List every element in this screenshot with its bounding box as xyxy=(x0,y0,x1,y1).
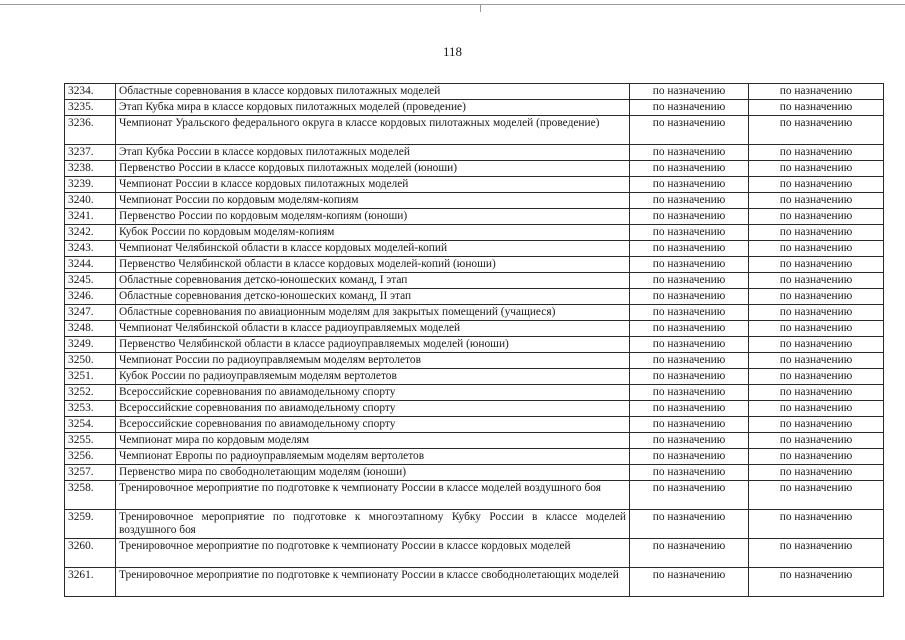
table-row xyxy=(65,241,884,257)
row-number: 3252. xyxy=(65,385,116,401)
participants-cell: по назначению xyxy=(749,145,884,161)
row-number: 3236. xyxy=(65,116,116,145)
participants-cell: по назначению xyxy=(749,225,884,241)
table-row xyxy=(65,449,884,465)
participants-cell: по назначению xyxy=(749,257,884,273)
table-row xyxy=(65,257,884,273)
table-row xyxy=(65,465,884,481)
event-name: Всероссийские соревнования по авиамодельному спорту xyxy=(116,417,630,433)
row-number: 3241. xyxy=(65,209,116,225)
event-name: Областные соревнования по авиационным моделям для закрытых помещений (учащиеся) xyxy=(116,305,630,321)
page-number: 118 xyxy=(442,44,463,59)
row-number: 3235. xyxy=(65,100,116,116)
table-row xyxy=(65,289,884,305)
participants-cell: по назначению xyxy=(749,539,884,568)
event-name: Чемпионат Челябинской области в классе кордовых моделей-копий xyxy=(116,241,630,257)
participants-cell: по назначению xyxy=(749,273,884,289)
funding-cell: по назначению xyxy=(630,369,749,385)
participants-cell: по назначению xyxy=(749,305,884,321)
row-number: 3254. xyxy=(65,417,116,433)
participants-cell: по назначению xyxy=(749,568,884,597)
row-number: 3234. xyxy=(65,84,116,100)
table-row xyxy=(65,116,884,145)
event-name: Этап Кубка России в классе кордовых пилотажных моделей xyxy=(116,145,630,161)
table-row xyxy=(65,568,884,597)
table-row xyxy=(65,337,884,353)
table-row xyxy=(65,305,884,321)
row-number: 3239. xyxy=(65,177,116,193)
table-row xyxy=(65,161,884,177)
event-name: Областные соревнования детско-юношеских команд, I этап xyxy=(116,273,630,289)
scan-mark xyxy=(480,4,481,12)
funding-cell: по назначению xyxy=(630,417,749,433)
event-name: Первенство Челябинской области в классе радиоуправляемых моделей (юноши) xyxy=(116,337,630,353)
top-edge-line xyxy=(0,4,905,5)
participants-cell: по назначению xyxy=(749,433,884,449)
table-row xyxy=(65,481,884,510)
event-name: Всероссийские соревнования по авиамодельному спорту xyxy=(116,385,630,401)
row-number: 3240. xyxy=(65,193,116,209)
table-row xyxy=(65,433,884,449)
funding-cell: по назначению xyxy=(630,401,749,417)
funding-cell: по назначению xyxy=(630,433,749,449)
funding-cell: по назначению xyxy=(630,289,749,305)
table-row xyxy=(65,225,884,241)
table-row xyxy=(65,209,884,225)
row-number: 3243. xyxy=(65,241,116,257)
funding-cell: по назначению xyxy=(630,145,749,161)
event-name: Первенство Челябинской области в классе кордовых моделей-копий (юноши) xyxy=(116,257,630,273)
row-number: 3238. xyxy=(65,161,116,177)
row-number: 3260. xyxy=(65,539,116,568)
table-row xyxy=(65,369,884,385)
funding-cell: по назначению xyxy=(630,481,749,510)
participants-cell: по назначению xyxy=(749,369,884,385)
participants-cell: по назначению xyxy=(749,481,884,510)
participants-cell: по назначению xyxy=(749,241,884,257)
event-name: Чемпионат Уральского федерального округа в классе кордовых пилотажных моделей (проведение) xyxy=(116,116,630,145)
row-number: 3261. xyxy=(65,568,116,597)
row-number: 3257. xyxy=(65,465,116,481)
participants-cell: по назначению xyxy=(749,465,884,481)
event-name: Тренировочное мероприятие по подготовке к многоэтапному Кубку России в классе моделей воздушного боя xyxy=(116,510,630,539)
participants-cell: по назначению xyxy=(749,353,884,369)
events-table xyxy=(64,83,884,597)
funding-cell: по назначению xyxy=(630,177,749,193)
funding-cell: по назначению xyxy=(630,510,749,539)
row-number: 3248. xyxy=(65,321,116,337)
funding-cell: по назначению xyxy=(630,100,749,116)
table-row xyxy=(65,145,884,161)
funding-cell: по назначению xyxy=(630,84,749,100)
event-name: Чемпионат Челябинской области в классе радиоуправляемых моделей xyxy=(116,321,630,337)
funding-cell: по назначению xyxy=(630,241,749,257)
table-row xyxy=(65,385,884,401)
event-name: Тренировочное мероприятие по подготовке к чемпионату России в классе кордовых моделей xyxy=(116,539,630,568)
table-row xyxy=(65,193,884,209)
participants-cell: по назначению xyxy=(749,161,884,177)
table-row xyxy=(65,510,884,539)
participants-cell: по назначению xyxy=(749,177,884,193)
table-row xyxy=(65,353,884,369)
table-row xyxy=(65,273,884,289)
row-number: 3246. xyxy=(65,289,116,305)
table-row xyxy=(65,177,884,193)
event-name: Кубок России по радиоуправляемым моделям вертолетов xyxy=(116,369,630,385)
row-number: 3245. xyxy=(65,273,116,289)
participants-cell: по назначению xyxy=(749,84,884,100)
participants-cell: по назначению xyxy=(749,116,884,145)
funding-cell: по назначению xyxy=(630,337,749,353)
event-name: Первенство России в классе кордовых пилотажных моделей (юноши) xyxy=(116,161,630,177)
row-number: 3247. xyxy=(65,305,116,321)
event-name: Областные соревнования в классе кордовых пилотажных моделей xyxy=(116,84,630,100)
event-name: Этап Кубка мира в классе кордовых пилотажных моделей (проведение) xyxy=(116,100,630,116)
table-row xyxy=(65,100,884,116)
participants-cell: по назначению xyxy=(749,385,884,401)
event-name: Первенство России по кордовым моделям-копиям (юноши) xyxy=(116,209,630,225)
participants-cell: по назначению xyxy=(749,401,884,417)
funding-cell: по назначению xyxy=(630,465,749,481)
participants-cell: по назначению xyxy=(749,321,884,337)
participants-cell: по назначению xyxy=(749,510,884,539)
event-name: Всероссийские соревнования по авиамодельному спорту xyxy=(116,401,630,417)
funding-cell: по назначению xyxy=(630,353,749,369)
event-name: Тренировочное мероприятие по подготовке к чемпионату России в классе моделей воздушного боя xyxy=(116,481,630,510)
participants-cell: по назначению xyxy=(749,417,884,433)
table-row xyxy=(65,321,884,337)
funding-cell: по назначению xyxy=(630,385,749,401)
event-name: Первенство мира по свободнолетающим моделям (юноши) xyxy=(116,465,630,481)
funding-cell: по назначению xyxy=(630,225,749,241)
row-number: 3255. xyxy=(65,433,116,449)
event-name: Чемпионат России по радиоуправляемым моделям вертолетов xyxy=(116,353,630,369)
row-number: 3256. xyxy=(65,449,116,465)
funding-cell: по назначению xyxy=(630,161,749,177)
table-row xyxy=(65,84,884,100)
event-name: Тренировочное мероприятие по подготовке к чемпионату России в классе свободнолетающих моделей xyxy=(116,568,630,597)
event-name: Кубок России по кордовым моделям-копиям xyxy=(116,225,630,241)
row-number: 3253. xyxy=(65,401,116,417)
funding-cell: по назначению xyxy=(630,273,749,289)
table-row xyxy=(65,539,884,568)
row-number: 3250. xyxy=(65,353,116,369)
event-name: Чемпионат России по кордовым моделям-копиям xyxy=(116,193,630,209)
row-number: 3249. xyxy=(65,337,116,353)
funding-cell: по назначению xyxy=(630,449,749,465)
event-name: Чемпионат мира по кордовым моделям xyxy=(116,433,630,449)
table-row xyxy=(65,417,884,433)
table-row xyxy=(65,401,884,417)
row-number: 3251. xyxy=(65,369,116,385)
event-name: Областные соревнования детско-юношеских команд, II этап xyxy=(116,289,630,305)
funding-cell: по назначению xyxy=(630,321,749,337)
event-name: Чемпионат России в классе кордовых пилотажных моделей xyxy=(116,177,630,193)
row-number: 3244. xyxy=(65,257,116,273)
row-number: 3237. xyxy=(65,145,116,161)
funding-cell: по назначению xyxy=(630,568,749,597)
row-number: 3242. xyxy=(65,225,116,241)
funding-cell: по назначению xyxy=(630,305,749,321)
participants-cell: по назначению xyxy=(749,100,884,116)
participants-cell: по назначению xyxy=(749,209,884,225)
funding-cell: по назначению xyxy=(630,193,749,209)
funding-cell: по назначению xyxy=(630,209,749,225)
funding-cell: по назначению xyxy=(630,116,749,145)
event-name: Чемпионат Европы по радиоуправляемым моделям вертолетов xyxy=(116,449,630,465)
participants-cell: по назначению xyxy=(749,337,884,353)
participants-cell: по назначению xyxy=(749,289,884,305)
row-number: 3259. xyxy=(65,510,116,539)
row-number: 3258. xyxy=(65,481,116,510)
funding-cell: по назначению xyxy=(630,257,749,273)
participants-cell: по назначению xyxy=(749,449,884,465)
funding-cell: по назначению xyxy=(630,539,749,568)
participants-cell: по назначению xyxy=(749,193,884,209)
